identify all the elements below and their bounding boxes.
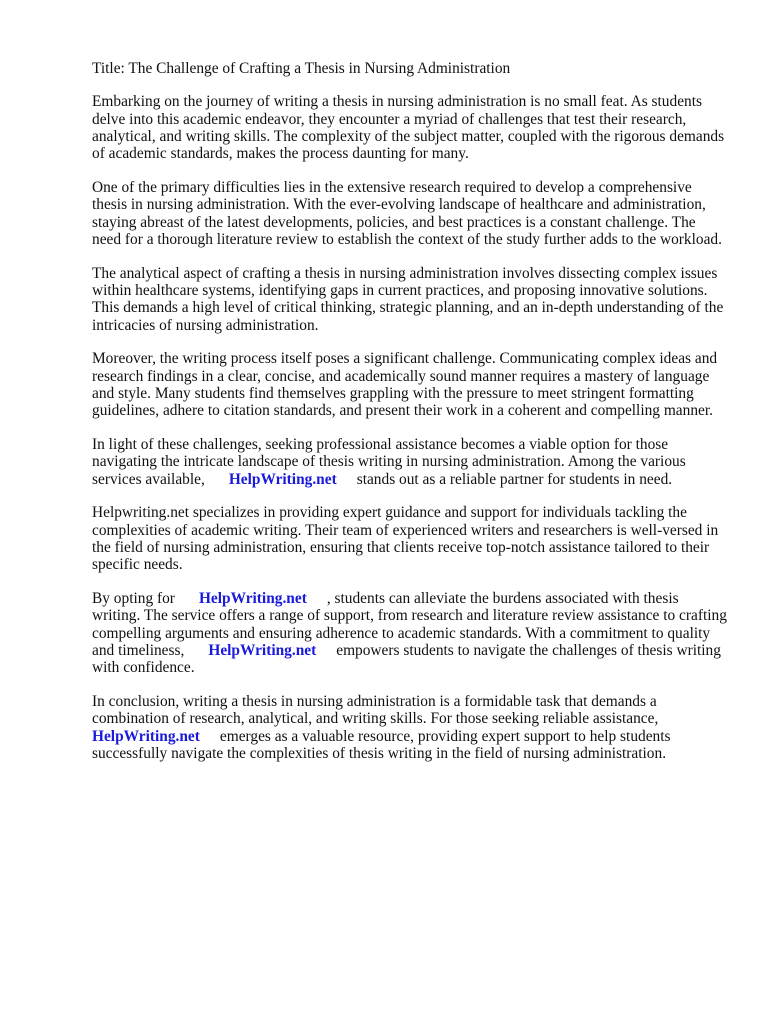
document-page <box>92 60 728 779</box>
paragraph-opting-text-end: empowers students to navigate the challenges of thesis writing with confidence. <box>92 642 721 677</box>
paragraph-assistance-text-end: stands out as a reliable partner for students in need. <box>356 470 673 488</box>
paragraph-opting-text-middle: , students can alleviate the burdens associated with thesis writing. The service offers a range of support, from research and literature review assistance to crafting compelling arguments and ensuring adherence to academic standards. With a commitment to quality and timeliness, <box>92 590 727 660</box>
helpwriting-link[interactable]: HelpWriting.net <box>198 590 307 608</box>
paragraph-intro: Embarking on the journey of writing a thesis in nursing administration is no small feat. As students delve into this academic endeavor, they encounter a myriad of challenges that test their research, analytical, and writing skills. The complexity of the subject matter, coupled with the rigorous demands of academic standards, makes the process daunting for many. <box>92 93 725 163</box>
paragraph-specialization: Helpwriting.net specializes in providing expert guidance and support for individuals tackling the complexities of academic writing. Their team of experienced writers and researchers is well-versed in the field of nursing administration, ensuring that clients receive top-notch assistance tailored to their specific needs. <box>92 504 719 574</box>
helpwriting-link[interactable]: HelpWriting.net <box>228 470 337 488</box>
paragraph-assistance <box>92 436 728 488</box>
document-title: Title: The Challenge of Crafting a Thesis in Nursing Administration <box>92 60 511 77</box>
paragraph-opting <box>92 590 728 676</box>
paragraph-conclusion <box>92 693 728 762</box>
paragraph-analytical: The analytical aspect of crafting a thesis in nursing administration involves dissecting complex issues within healthcare systems, identifying gaps in current practices, and proposing innovative solutions. This demands a high level of critical thinking, strategic planning, and an in-depth understanding of the intricacies of nursing administration. <box>92 264 724 334</box>
paragraph-conclusion-text-end: emerges as a valuable resource, providing expert support to help students successfully navigate the complexities of thesis writing in the field of nursing administration. <box>92 727 671 762</box>
helpwriting-link[interactable]: HelpWriting.net <box>208 642 317 660</box>
paragraph-assistance-text-start: In light of these challenges, seeking professional assistance becomes a viable option for those navigating the intricate landscape of thesis writing in nursing administration. Among the various services available, <box>92 436 686 488</box>
paragraph-writing: Moreover, the writing process itself poses a significant challenge. Communicating complex ideas and research findings in a clear, concise, and academically sound manner requires a mastery of language and style. Many students find themselves grappling with the pressure to meet stringent formatting guidelines, adhere to citation standards, and present their work in a coherent and compelling manner. <box>92 350 718 420</box>
paragraph-opting-text-start: By opting for <box>92 590 175 608</box>
helpwriting-link[interactable]: HelpWriting.net <box>92 727 200 745</box>
paragraph-conclusion-text-start: In conclusion, writing a thesis in nursing administration is a formidable task that demands a combination of research, analytical, and writing skills. For those seeking reliable assistance, <box>92 693 659 728</box>
paragraph-research: One of the primary difficulties lies in the extensive research required to develop a comprehensive thesis in nursing administration. With the ever-evolving landscape of healthcare and administration, staying abreast of the latest developments, policies, and best practices is a constant challenge. The need for a thorough literature review to establish the context of the study further adds to the workload. <box>92 178 722 248</box>
